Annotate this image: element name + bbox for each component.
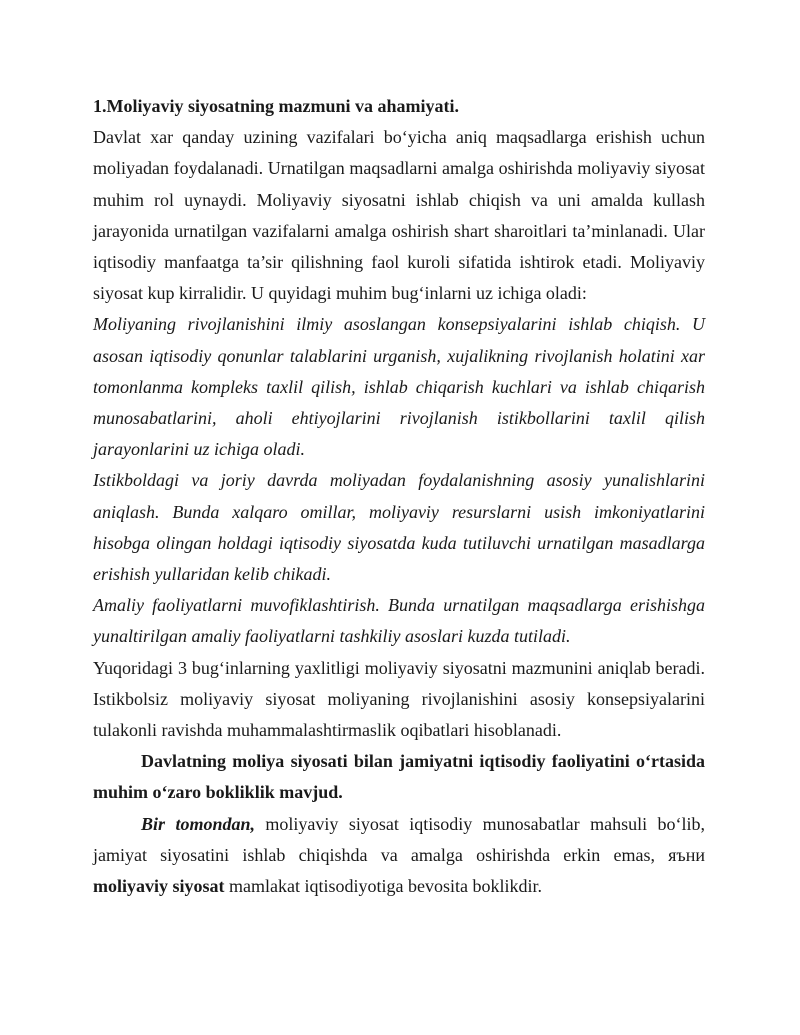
paragraph-text-end: mamlakat iqtisodiyotiga bevosita boklikdir. bbox=[224, 876, 542, 897]
summary-paragraph: Yuqoridagi 3 bug‘inlarning yaxlitligi moliyaviy siyosatni mazmunini aniqlab beradi. Istikbolsiz moliyaviy siyosat moliyaning rivojlanishini asosiy konsepsiyalarini tulakonli ravishda muhammalashtirmaslik oqibatlari hisoblanadi. bbox=[93, 657, 705, 741]
lead-phrase: Bir tomondan, bbox=[141, 813, 255, 834]
last-paragraph bbox=[93, 809, 705, 903]
bold-term: moliyaviy siyosat bbox=[93, 876, 225, 897]
paragraph-text: moliyaviy siyosat iqtisodiy munosabatlar mahsuli bo‘lib, jamiyat siyosatini ishlab chiqishda va amalga oshirishda erkin emas, яъни bbox=[93, 813, 705, 865]
bold-statement: Davlatning moliya siyosati bilan jamiyatni iqtisodiy faoliyatini o‘rtasida muhim o‘zaro bokliklik mavjud. bbox=[93, 751, 705, 803]
list-item: Amaliy faoliyatlarni muvofiklashtirish. Bunda urnatilgan maqsadlarga erishishga yunaltirilgan amaliy faoliyatlarni tashkiliy asoslari kuzda tutiladi. bbox=[93, 595, 705, 647]
intro-paragraph: Davlat xar qanday uzining vazifalari bo‘yicha aniq maqsadlarga erishish uchun moliyadan foydalanadi. Urnatilgan maqsadlarni amalga oshirishda moliyaviy siyosat muhim rol uynaydi. Moliyaviy siyosatni ishlab chiqish va uni amalda kullash jarayonida urnatilgan vazifalarni amalga oshirish shart sharoitlari ta’minlanadi. Ular iqtisodiy manfaatga ta’sir qilishning faol kuroli sifatida ishtirok etadi. Moliyaviy siyosat kup kirralidir. U quyidagi muhim bug‘inlarni uz ichiga oladi: bbox=[93, 127, 705, 304]
list-item: Istikboldagi va joriy davrda moliyadan foydalanishning asosiy yunalishlarini aniqlash. Bunda xalqaro omillar, moliyaviy resurslarni usish imkoniyatlarini hisobga olingan holdagi iqtisodiy siyosatda kuda tutiluvchi urnatilgan masadlarga erishish yullaridan kelib chikadi. bbox=[93, 470, 705, 585]
section-heading: 1.Moliyaviy siyosatning mazmuni va ahamiyati. bbox=[93, 96, 460, 116]
list-item: Moliyaning rivojlanishini ilmiy asoslangan konsepsiyalarini ishlab chiqish. U asosan iqtisodiy qonunlar talablarini urganish, xujalikning rivojlanish holatini xar tomonlanma kompleks taxlil qilish, ishlab chiqarish kuchlari va ishlab chiqarish munosabatlarini, aholi ehtiyojlarini rivojlanish istikbollarini taxlil qilish jarayonlarini uz ichiga oladi. bbox=[93, 314, 705, 460]
